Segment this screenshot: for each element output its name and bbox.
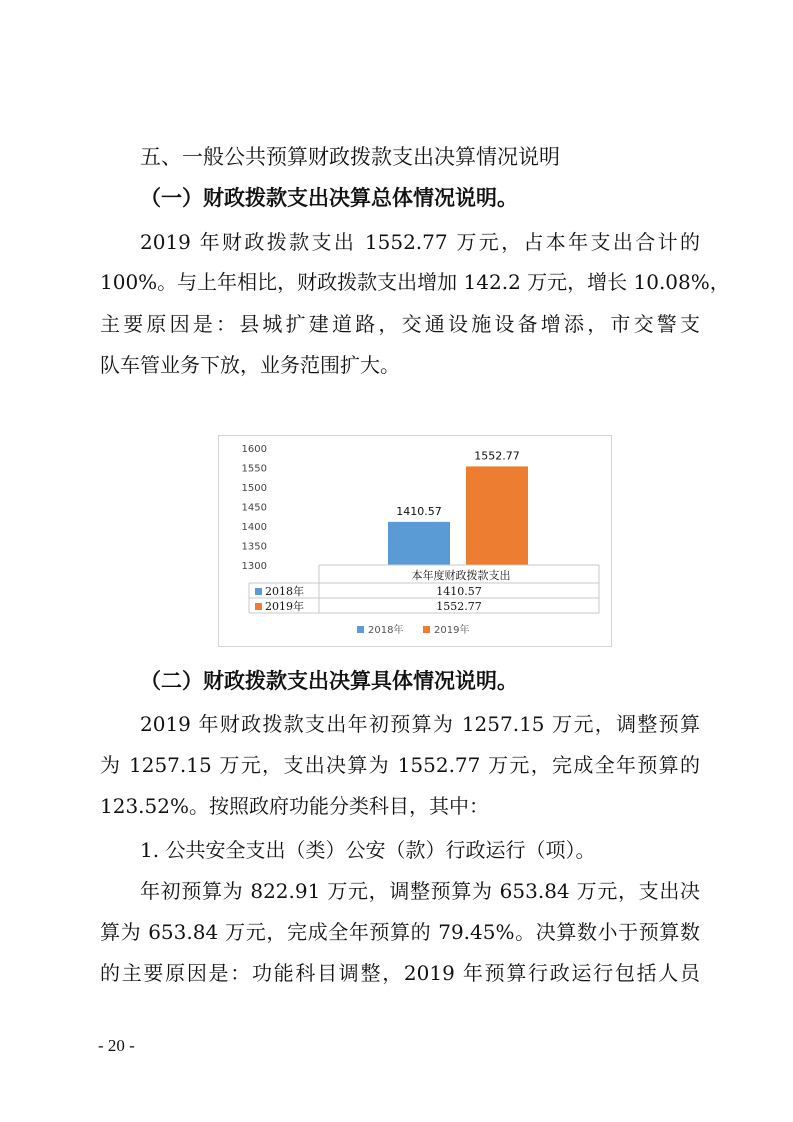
subsection-title-1: （一）财政拨款支出决算总体情况说明。 xyxy=(140,185,518,210)
data-label: 1410.57 xyxy=(396,504,442,518)
legend-key xyxy=(357,626,364,633)
y-tick-label: 1300 xyxy=(241,561,267,572)
table-value: 1552.77 xyxy=(436,600,482,613)
table-series-label: 2018年 xyxy=(265,585,304,598)
category-label: 本年度财政拨款支出 xyxy=(411,569,511,582)
paragraph-line: 的主要原因是：功能科目调整，2019 年预算行政运行包括人员 xyxy=(100,961,700,985)
legend-key xyxy=(423,626,430,633)
paragraph-line: 队车管业务下放，业务范围扩大。 xyxy=(100,353,400,377)
paragraph-line: 算为 653.84 万元，完成全年预算的 79.45%。决算数小于预算数 xyxy=(100,920,700,944)
bar-2019年 xyxy=(466,466,528,565)
table-legend-key xyxy=(255,588,262,595)
paragraph-line: 100%。与上年相比，财政拨款支出增加 142.2 万元，增长 10.08%， xyxy=(100,270,730,294)
y-tick-label: 1400 xyxy=(241,522,267,533)
section-title: 五、一般公共预算财政拨款支出决算情况说明 xyxy=(140,145,560,169)
paragraph-line: 123.52%。按照政府功能分类科目，其中： xyxy=(100,794,489,818)
page-number: - 20 - xyxy=(98,1036,135,1055)
table-series-label: 2019年 xyxy=(265,600,304,613)
paragraph-line: 为 1257.15 万元，支出决算为 1552.77 万元，完成全年预算的 xyxy=(100,753,700,777)
paragraph-line: 年初预算为 822.91 万元，调整预算为 653.84 万元，支出决 xyxy=(140,879,700,903)
chart-svg xyxy=(219,436,611,646)
item-title-1: 1. 公共安全支出（类）公安（款）行政运行（项）。 xyxy=(140,838,596,862)
bar-2018年 xyxy=(388,522,450,565)
y-tick-label: 1550 xyxy=(241,463,267,475)
y-tick-label: 1450 xyxy=(241,502,267,514)
table-value: 1410.57 xyxy=(436,585,482,598)
legend-label: 2018年 xyxy=(368,625,404,636)
paragraph-line: 2019 年财政拨款支出 1552.77 万元，占本年支出合计的 xyxy=(140,230,700,254)
y-tick-label: 1350 xyxy=(241,541,267,553)
subsection-title-2: （二）财政拨款支出决算具体情况说明。 xyxy=(140,668,518,693)
y-tick-label: 1600 xyxy=(241,444,267,455)
paragraph-line: 2019 年财政拨款支出年初预算为 1257.15 万元，调整预算 xyxy=(140,712,700,736)
bar-chart xyxy=(218,435,612,647)
data-label: 1552.77 xyxy=(474,449,520,463)
table-legend-key xyxy=(255,603,262,610)
legend-label: 2019年 xyxy=(434,625,470,636)
y-tick-label: 1500 xyxy=(241,483,267,494)
paragraph-line: 主要原因是：县城扩建道路，交通设施设备增添，市交警支 xyxy=(100,312,700,336)
